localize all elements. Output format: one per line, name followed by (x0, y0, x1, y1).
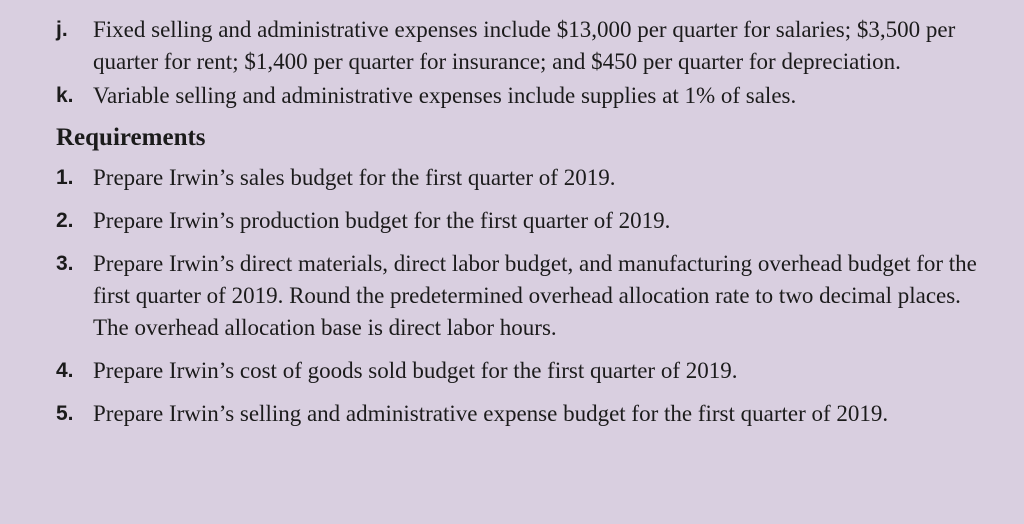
requirement-number-4: 4. (56, 359, 74, 382)
list-item-k (56, 80, 1004, 112)
requirement-number-3: 3. (56, 252, 74, 275)
list-item-j (56, 14, 1004, 78)
requirement-text-2: Prepare Irwin’s production budget for the first quarter of 2019. (93, 208, 671, 233)
requirement-number-2: 2. (56, 209, 74, 232)
requirement-4 (56, 355, 1004, 387)
item-marker-k: k. (56, 84, 74, 107)
requirement-number-5: 5. (56, 402, 74, 425)
item-text-j: Fixed selling and administrative expenses include $13,000 per quarter for salaries; $3,500 per quarter for rent; $1,400 per quarter for insurance; and $450 per quarter for depreciation. (93, 17, 956, 74)
requirement-1 (56, 162, 1004, 194)
requirement-text-4: Prepare Irwin’s cost of goods sold budget for the first quarter of 2019. (93, 358, 738, 383)
requirement-3 (56, 248, 1004, 344)
requirement-text-1: Prepare Irwin’s sales budget for the first quarter of 2019. (93, 165, 616, 190)
requirement-2 (56, 205, 1004, 237)
requirement-text-3: Prepare Irwin’s direct materials, direct labor budget, and manufacturing overhead budget for the first quarter of 2019. Round the predetermined overhead allocation rate to two decimal places. The overhead allocation base is direct labor hours. (93, 251, 977, 340)
item-text-k: Variable selling and administrative expenses include supplies at 1% of sales. (93, 83, 797, 108)
requirements-heading: Requirements (56, 124, 206, 151)
requirement-5 (56, 398, 1004, 430)
requirement-text-5: Prepare Irwin’s selling and administrative expense budget for the first quarter of 2019. (93, 401, 889, 426)
item-marker-j: j. (56, 18, 68, 41)
requirement-number-1: 1. (56, 166, 74, 189)
